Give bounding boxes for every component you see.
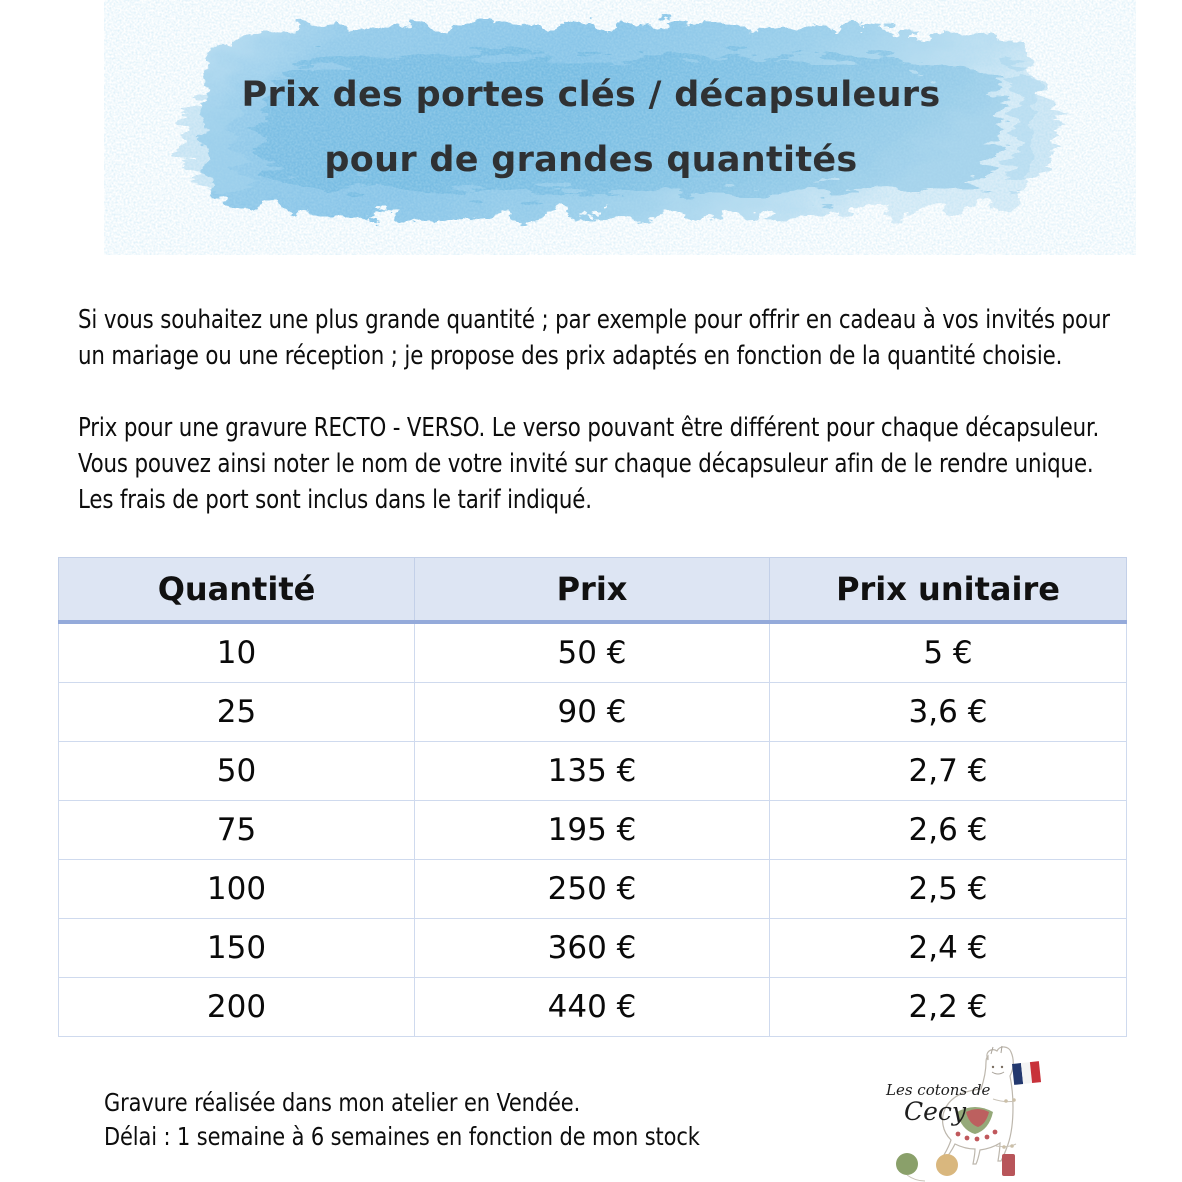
intro-paragraph-1: Si vous souhaitez une plus grande quantité ; par exemple pour offrir en cadeau à vos invités pour un mariage ou une réception ; je propose des prix adaptés en fonction de la quantité choisie.: [78, 304, 1110, 371]
cell-prix: 440 €: [415, 978, 770, 1037]
intro-paragraph-2: Prix pour une gravure RECTO - VERSO. Le verso pouvant être différent pour chaque décapsuleur. Vous pouvez ainsi noter le nom de votre invité sur chaque décapsuleur afin de le rendre unique. Les frais de port sont inclus dans le tarif indiqué.: [78, 412, 1100, 515]
cell-prix: 360 €: [415, 919, 770, 978]
table-row: [59, 860, 1127, 919]
logo-brand-line-2: Cecy: [904, 1097, 967, 1126]
cell-quantite: 150: [59, 919, 415, 978]
column-header-prix: Prix: [415, 558, 770, 623]
cell-prix: 90 €: [415, 683, 770, 742]
cell-quantite: 200: [59, 978, 415, 1037]
column-header-prix-unitaire: Prix unitaire: [770, 558, 1127, 623]
cell-prix-unitaire: 3,6 €: [770, 683, 1127, 742]
column-header-quantite: Quantité: [59, 558, 415, 623]
intro-text-block: [78, 276, 1118, 543]
yarn-balls: [896, 1153, 1015, 1181]
price-table: [58, 557, 1127, 1037]
cell-quantite: 10: [59, 622, 415, 683]
table-row: [59, 978, 1127, 1037]
cell-prix-unitaire: 2,4 €: [770, 919, 1127, 978]
cell-quantite: 100: [59, 860, 415, 919]
cell-prix: 135 €: [415, 742, 770, 801]
cell-prix-unitaire: 5 €: [770, 622, 1127, 683]
footer-text-block: [104, 1086, 844, 1154]
page-title: [0, 0, 1182, 255]
cell-prix-unitaire: 2,5 €: [770, 860, 1127, 919]
footer-line-2: Délai : 1 semaine à 6 semaines en fonction de mon stock: [104, 1122, 700, 1151]
cell-prix-unitaire: 2,7 €: [770, 742, 1127, 801]
price-table-body: [59, 622, 1127, 1037]
french-flag-icon: [1012, 1061, 1041, 1085]
table-row: [59, 919, 1127, 978]
cell-quantite: 25: [59, 683, 415, 742]
cell-prix: 195 €: [415, 801, 770, 860]
logo-brand-line-1: Les cotons de: [886, 1081, 991, 1099]
cell-prix-unitaire: 2,6 €: [770, 801, 1127, 860]
title-line-2: pour de grandes quantités: [324, 139, 858, 180]
footer-line-1: Gravure réalisée dans mon atelier en Vendée.: [104, 1088, 581, 1117]
table-row: [59, 683, 1127, 742]
header-banner: [0, 0, 1182, 255]
table-row: [59, 742, 1127, 801]
table-row: [59, 622, 1127, 683]
brand-logo: [862, 1042, 1082, 1182]
table-header-row: [59, 558, 1127, 623]
title-line-1: Prix des portes clés / décapsuleurs: [241, 75, 941, 115]
cell-quantite: 50: [59, 742, 415, 801]
cell-prix-unitaire: 2,2 €: [770, 978, 1127, 1037]
cell-prix: 50 €: [415, 622, 770, 683]
cell-prix: 250 €: [415, 860, 770, 919]
cell-quantite: 75: [59, 801, 415, 860]
table-row: [59, 801, 1127, 860]
